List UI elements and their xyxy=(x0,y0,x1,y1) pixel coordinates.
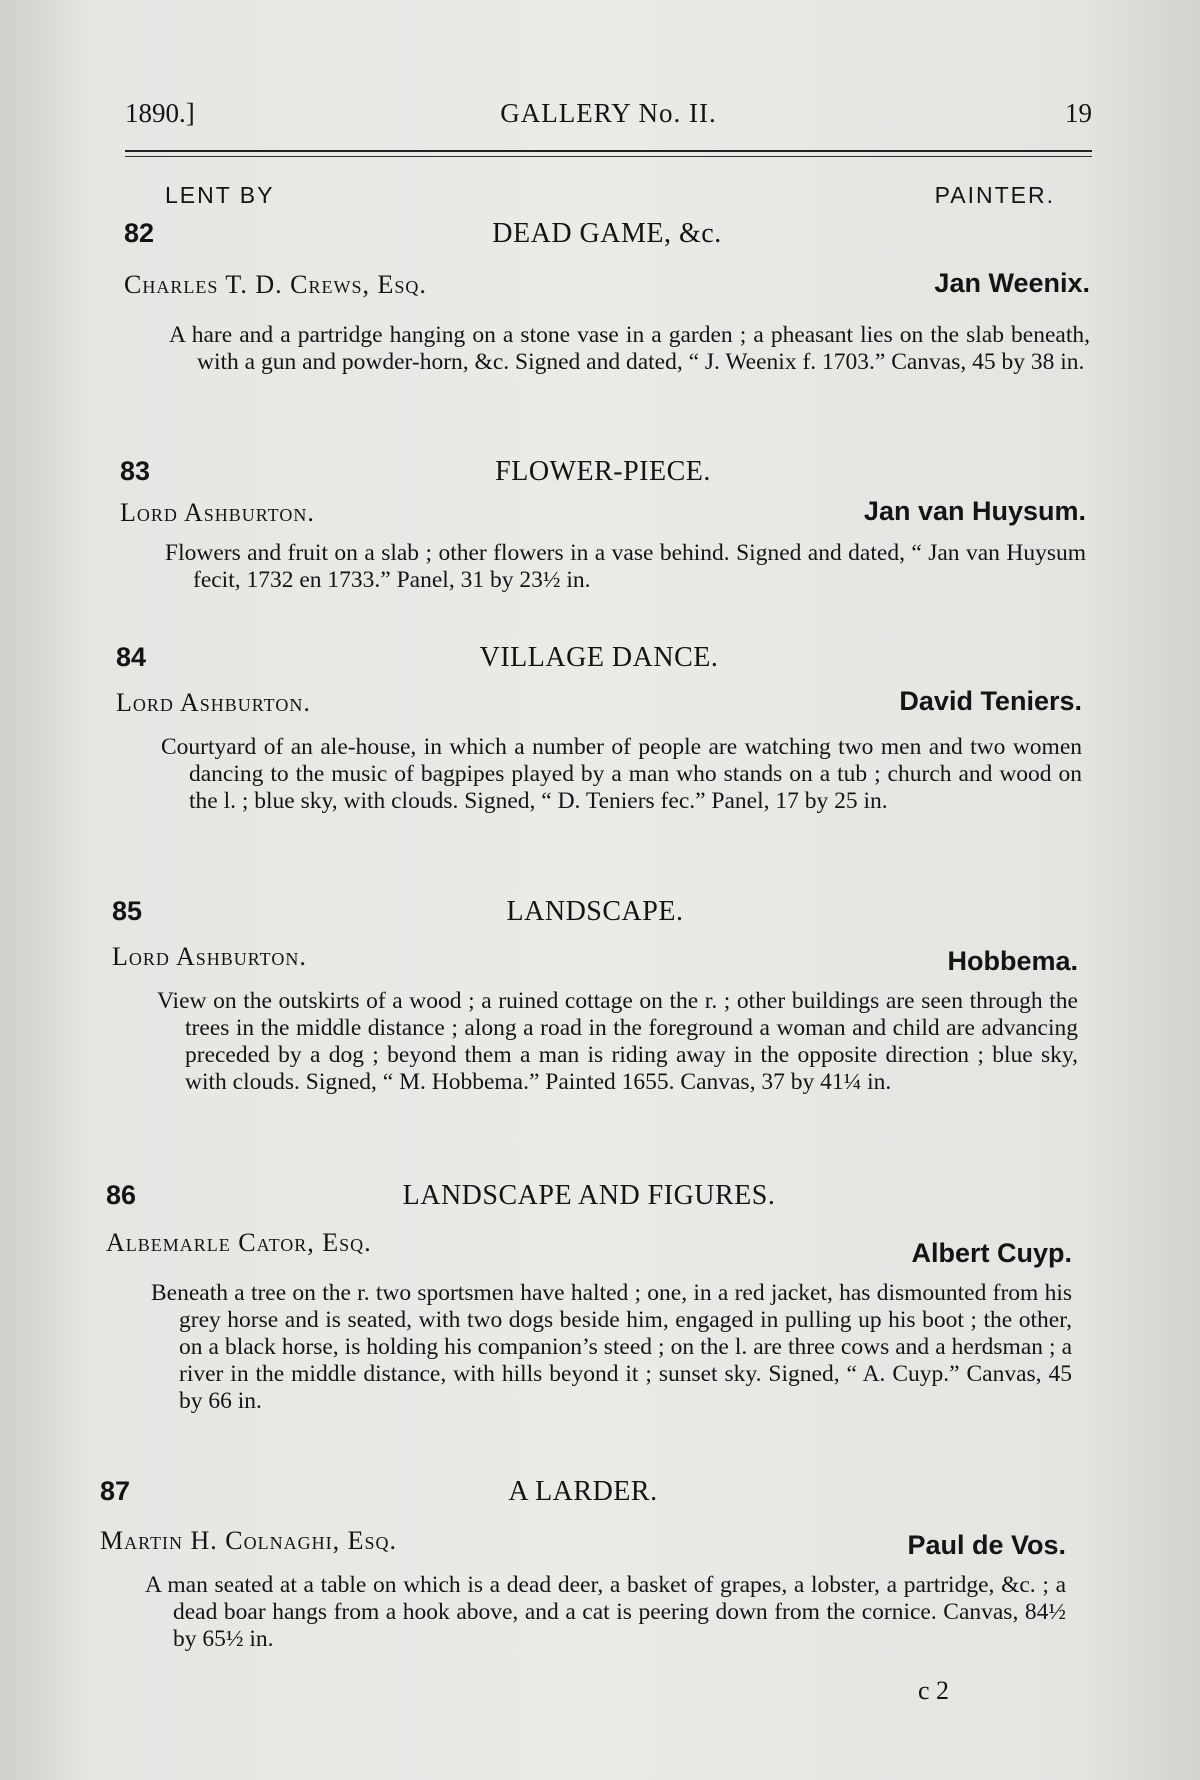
catalogue-entry xyxy=(120,456,1086,596)
entry-painter: Hobbema. xyxy=(947,946,1078,976)
entry-description: View on the outskirts of a wood ; a ruined cottage on the r. ; other buildings are seen through the trees in the middle distance ; along a road in the foreground a woman and child are advancing preceded by a dog ; beyond them a man is riding away in the opposite direction ; blue sky, with clouds. Signed, “ M. Hobbema.” Painted 1655. Canvas, 37 by 41¼ in. xyxy=(157,988,1078,1095)
entry-lender: Lord Ashburton. xyxy=(116,688,311,717)
entry-title: VILLAGE DANCE. xyxy=(479,642,719,673)
entry-painter: Jan van Huysum. xyxy=(863,496,1086,526)
entry-description: Courtyard of an ale-house, in which a number of people are watching two men and two women dancing to the music of bagpipes played by a man who stands on a tub ; church and wood on the l. ; blue sky, with clouds. Signed, “ D. Teniers fec.” Panel, 17 by 25 in. xyxy=(161,734,1082,814)
page-number: 19 xyxy=(1065,98,1092,128)
entry-number: 85 xyxy=(112,896,143,926)
catalogue-entry xyxy=(106,1180,1072,1450)
entry-painter: David Teniers. xyxy=(899,686,1082,716)
entry-title: LANDSCAPE. xyxy=(506,896,684,927)
entry-lender: Lord Ashburton. xyxy=(120,498,315,527)
header-rule xyxy=(125,150,1092,152)
entry-lender: Charles T. D. Crews, Esq. xyxy=(124,270,427,299)
header-title: GALLERY No. II. xyxy=(500,98,717,128)
entry-painter: Jan Weenix. xyxy=(934,268,1090,298)
entry-title: DEAD GAME, &c. xyxy=(492,218,722,249)
entry-number: 87 xyxy=(100,1476,131,1506)
entry-painter: Albert Cuyp. xyxy=(911,1238,1072,1268)
header-rule-thin xyxy=(125,156,1092,157)
entry-description: A man seated at a table on which is a dead deer, a basket of grapes, a lobster, a partridge, &c. ; a dead boar hangs from a hook above, and a cat is peering down from the cornice. Canvas, 84½ by 65½ in. xyxy=(145,1572,1066,1652)
entry-title: FLOWER-PIECE. xyxy=(495,456,711,487)
entry-number: 83 xyxy=(120,456,151,486)
entry-number: 82 xyxy=(124,218,155,248)
catalogue-entry xyxy=(112,896,1078,1136)
catalogue-entry xyxy=(116,642,1082,842)
catalogue-entry xyxy=(100,1476,1066,1666)
column-heading-lender: LENT BY xyxy=(165,182,275,208)
column-heading-painter: PAINTER. xyxy=(934,182,1055,208)
entry-painter: Paul de Vos. xyxy=(907,1530,1066,1560)
entry-lender: Lord Ashburton. xyxy=(112,942,307,971)
entry-title: LANDSCAPE AND FIGURES. xyxy=(402,1180,776,1211)
entry-number: 86 xyxy=(106,1180,137,1210)
entry-description: A hare and a partridge hanging on a stone vase in a garden ; a pheasant lies on the slab beneath, with a gun and powder-horn, &c. Signed and dated, “ J. Weenix f. 1703.” Canvas, 45 by 38 in. xyxy=(169,322,1090,375)
entry-title: A LARDER. xyxy=(508,1476,658,1507)
entry-description: Flowers and fruit on a slab ; other flowers in a vase behind. Signed and dated, “ Jan van Huysum fecit, 1732 en 1733.” Panel, 31 by 23½ in. xyxy=(165,540,1086,593)
header-year: 1890.] xyxy=(125,98,195,128)
catalogue-entry xyxy=(124,218,1090,375)
signature-mark: c 2 xyxy=(918,1676,950,1705)
entry-lender: Martin H. Colnaghi, Esq. xyxy=(100,1526,398,1555)
entry-lender: Albemarle Cator, Esq. xyxy=(106,1228,372,1257)
entry-description: Beneath a tree on the r. two sportsmen have halted ; one, in a red jacket, has dismounted from his grey horse and is seated, with two dogs beside him, engaged in pulling up his boot ; the other, on a black horse, is holding his companion’s steed ; on the l. are three cows and a herdsman ; a river in the middle distance, with hills beyond it ; sunset sky. Signed, “ A. Cuyp.” Canvas, 45 by 66 in. xyxy=(151,1280,1072,1414)
entry-number: 84 xyxy=(116,642,147,672)
running-header xyxy=(125,98,1092,138)
column-headings xyxy=(165,182,1055,212)
